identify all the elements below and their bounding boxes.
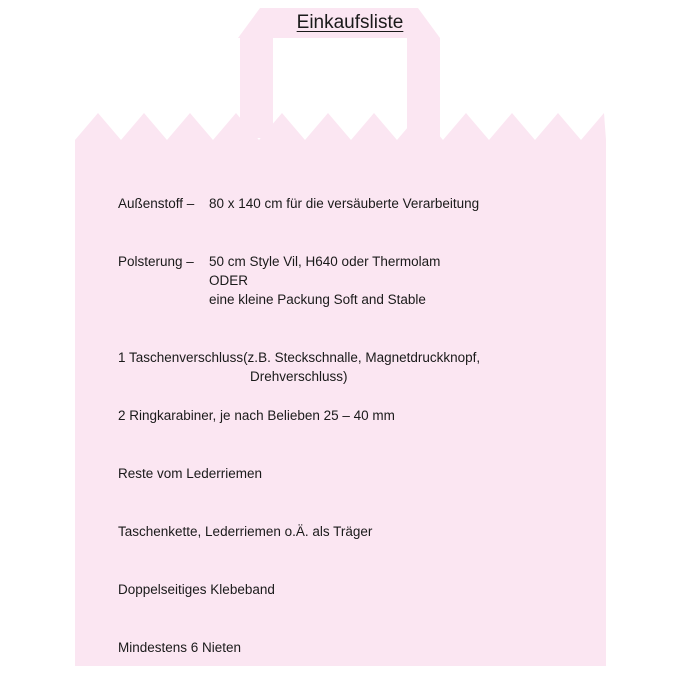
- bag-handle-left: [240, 38, 273, 138]
- item-polsterung-line3: eine kleine Packung Soft and Stable: [209, 292, 426, 307]
- item-aussenstoff-label: Außenstoff –: [118, 196, 195, 211]
- item-ringkarabiner: 2 Ringkarabiner, je nach Belieben 25 – 40 mm: [118, 408, 395, 423]
- item-polsterung-line1: 50 cm Style Vil, H640 oder Thermolam: [209, 254, 441, 269]
- item-aussenstoff-value: 80 x 140 cm für die versäuberte Verarbeitung: [209, 196, 480, 211]
- item-taschenverschluss-line2: Drehverschluss): [250, 369, 348, 384]
- item-polsterung-line2: ODER: [209, 273, 249, 288]
- item-taschenverschluss-line1: 1 Taschenverschluss(z.B. Steckschnalle, Magnetdruckknopf,: [118, 350, 481, 365]
- item-klebeband: Doppelseitiges Klebeband: [118, 582, 275, 597]
- item-nieten: Mindestens 6 Nieten: [118, 640, 242, 655]
- item-reste: Reste vom Lederriemen: [118, 466, 263, 481]
- item-polsterung-label: Polsterung –: [118, 254, 194, 269]
- page-title: Einkaufsliste: [296, 12, 404, 33]
- item-taschenkette: Taschenkette, Lederriemen o.Ä. als Träger: [118, 524, 373, 539]
